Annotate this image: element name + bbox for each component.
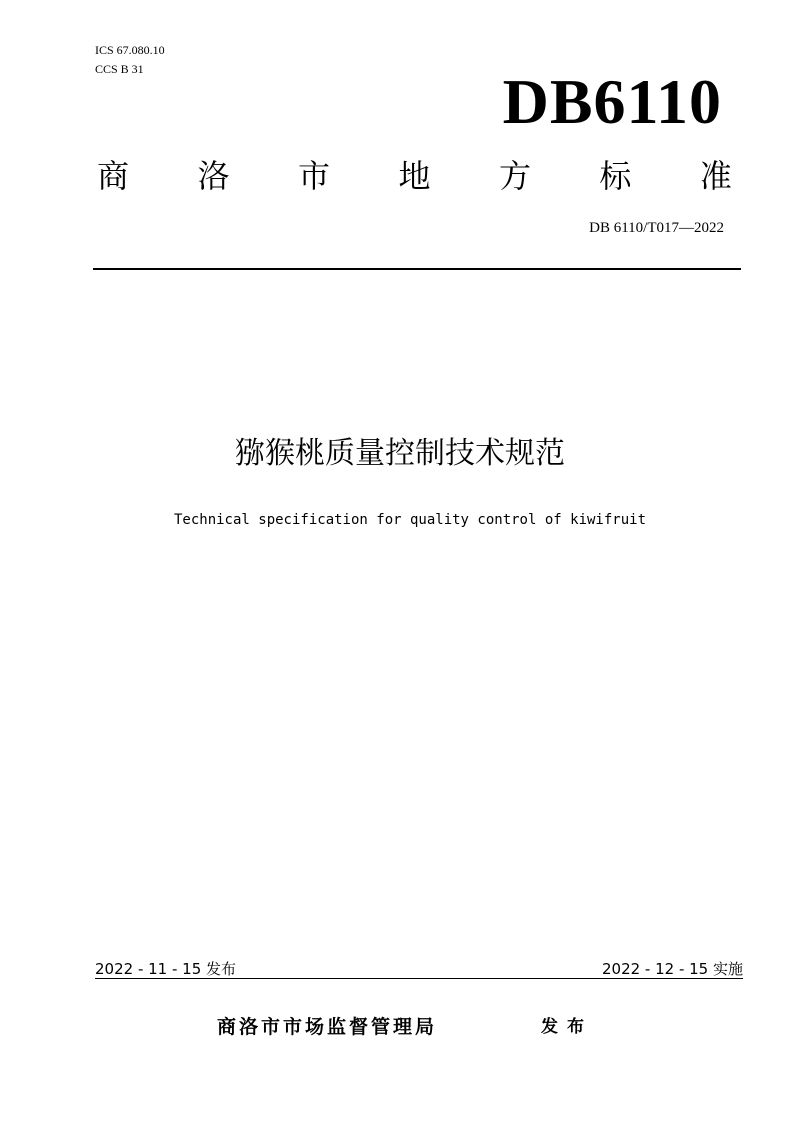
issue-label: 发布 [541, 1017, 593, 1037]
title-english: Technical specification for quality control of kiwifruit [173, 512, 646, 528]
implementation-date: 2022 - 12 - 15 实施 [601, 960, 743, 978]
standard-type-char: 地 [398, 157, 431, 195]
standard-type [97, 156, 732, 196]
standard-type-char: 洛 [197, 157, 230, 195]
header-divider [93, 268, 741, 270]
standard-type-char: 标 [599, 157, 632, 195]
standard-type-char: 市 [297, 157, 330, 195]
issue-date: 2022 - 11 - 15 发布 [95, 960, 237, 978]
footer-divider [95, 978, 743, 979]
standard-type-char: 方 [498, 157, 531, 195]
standard-type-char: 商 [97, 157, 130, 195]
ccs-code: CCS B 31 [95, 62, 144, 76]
title-chinese: 猕猴桃质量控制技术规范 [235, 436, 565, 471]
standard-type-char: 准 [699, 157, 732, 195]
standard-code: DB6110 [502, 66, 722, 137]
ics-code: ICS 67.080.10 [95, 43, 165, 57]
standard-number: DB 6110/T017—2022 [589, 220, 724, 236]
issuing-authority: 商洛市市场监督管理局 [217, 1016, 438, 1038]
